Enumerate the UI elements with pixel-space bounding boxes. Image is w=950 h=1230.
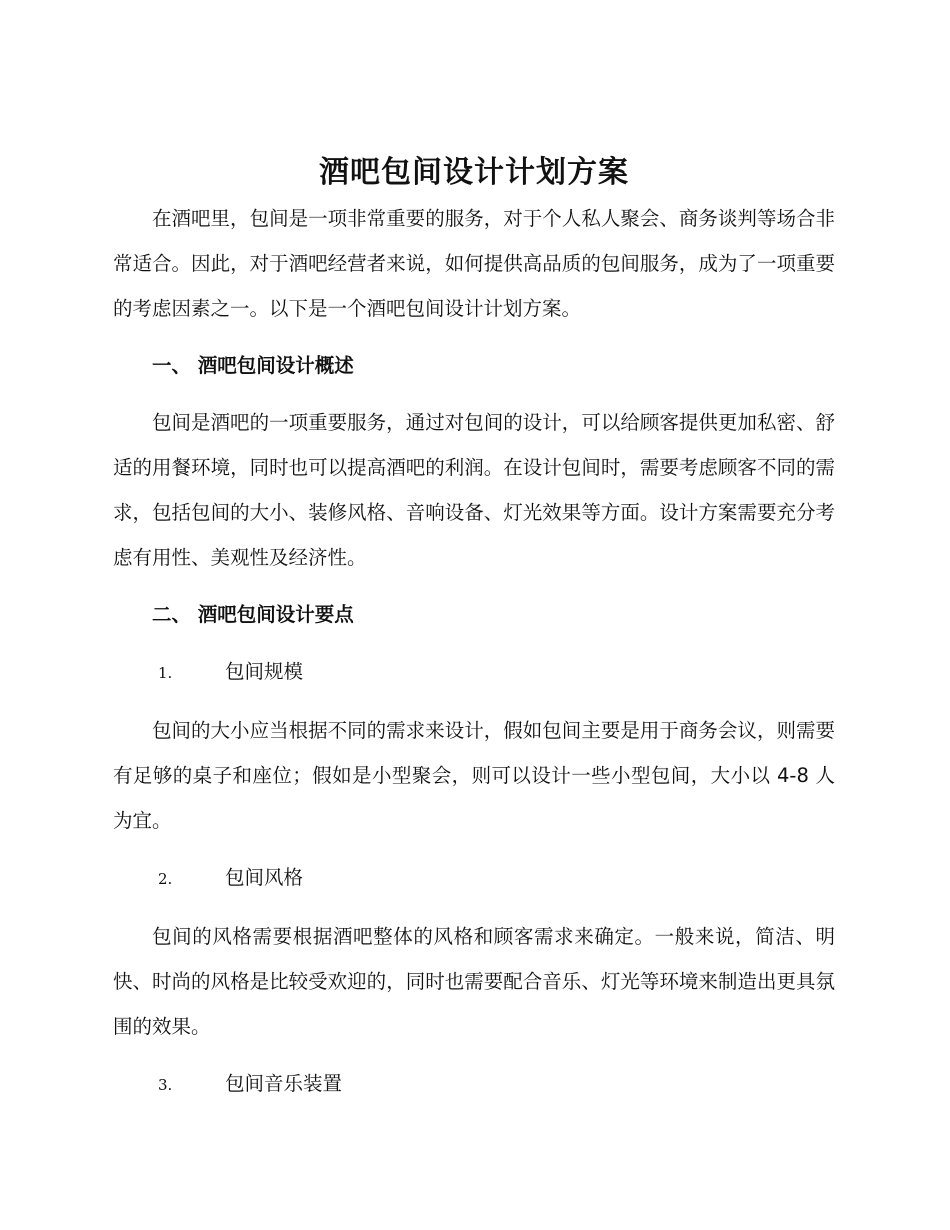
section-heading-overview: 一、 酒吧包间设计概述 xyxy=(152,354,354,377)
list-item-number: 2. xyxy=(158,870,173,888)
overview-paragraph: 包间是酒吧的一项重要服务，通过对包间的设计，可以给顾客提供更加私密、舒适的用餐环境，同时也可以提高酒吧的利润。在设计包间时，需要考虑顾客不同的需求，包括包间的大小、装修风格、音响设备、灯光效果等方面。设计方案需要充分考虑有用性、美观性及经济性。 xyxy=(113,411,835,569)
list-item-label: 包间规模 xyxy=(225,660,304,683)
list-item-number: 3. xyxy=(158,1076,173,1094)
section-heading-key-points: 二、 酒吧包间设计要点 xyxy=(152,603,354,626)
room-style-paragraph: 包间的风格需要根据酒吧整体的风格和顾客需求来确定。一般来说，简洁、明快、时尚的风格是比较受欢迎的，同时也需要配合音乐、灯光等环境来制造出更具氛围的效果。 xyxy=(113,925,835,1038)
list-item-room-audio xyxy=(113,1061,835,1108)
room-size-paragraph: 包间的大小应当根据不同的需求来设计，假如包间主要是用于商务会议，则需要有足够的桌子和座位；假如是小型聚会，则可以设计一些小型包间，大小以 4-8 人为宜。 xyxy=(113,719,835,832)
intro-paragraph: 在酒吧里，包间是一项非常重要的服务，对于个人私人聚会、商务谈判等场合非常适合。因此，对于酒吧经营者来说，如何提供高品质的包间服务，成为了一项重要的考虑因素之一。以下是一个酒吧包间设计计划方案。 xyxy=(113,207,835,320)
list-item-room-style xyxy=(113,855,835,902)
list-item-label: 包间音乐装置 xyxy=(225,1072,343,1095)
page-title: 酒吧包间设计计划方案 xyxy=(319,155,629,190)
list-item-room-size xyxy=(113,649,835,696)
list-item-number: 1. xyxy=(158,664,173,682)
document-page xyxy=(113,150,835,1120)
list-item-label: 包间风格 xyxy=(225,866,304,889)
